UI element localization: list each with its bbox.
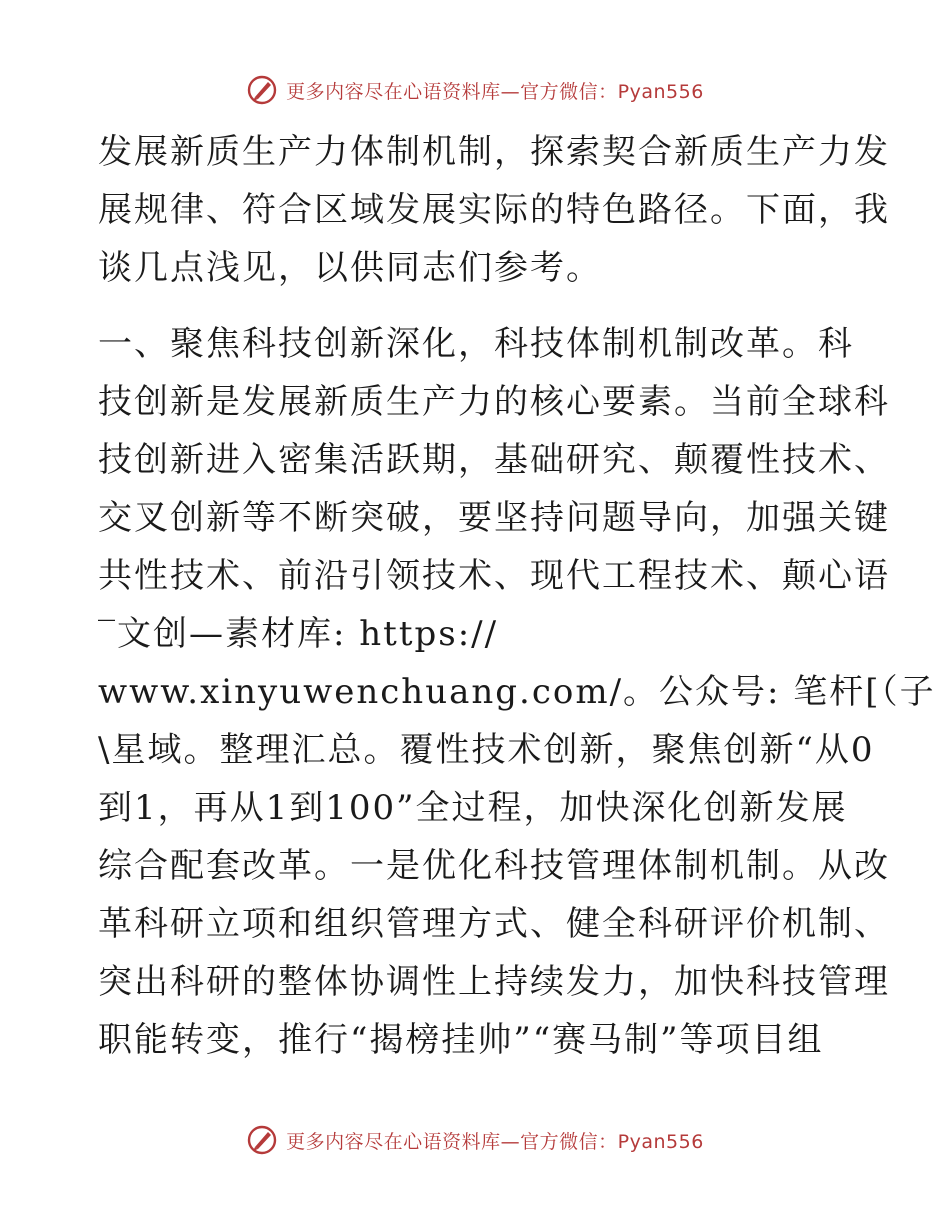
text-line: 技创新进入密集活跃期，基础研究、颠覆性技术、 xyxy=(98,440,890,480)
footer-watermark-text: 更多内容尽在心语资料库—官方微信：Pyan556 xyxy=(286,1130,704,1153)
document-body xyxy=(98,123,936,1069)
paragraph-intro xyxy=(98,123,890,297)
text-line: 发展新质生产力体制机制，探索契合新质生产力发 xyxy=(98,132,890,172)
text-line: www.xinyuwenchuang.com/。公众号: 笔杆[（子 xyxy=(98,672,936,712)
quill-pen-logo-icon xyxy=(246,74,278,106)
text-line: 革科研立项和组织管理方式、健全科研评价机制、 xyxy=(98,904,890,944)
text-line: ‾文创—素材库: https:// xyxy=(98,614,499,654)
text-line: 共性技术、前沿引领技术、现代工程技术、颠心语 xyxy=(98,556,890,596)
paragraph-section-one xyxy=(98,315,936,1069)
text-line: 到1，再从1到100”全过程，加快深化创新发展 xyxy=(98,788,848,828)
text-line: 展规律、符合区域发展实际的特色路径。下面，我 xyxy=(98,190,890,230)
header-watermark-text: 更多内容尽在心语资料库—官方微信：Pyan556 xyxy=(286,80,704,103)
text-line: 交叉创新等不断突破，要坚持问题导向，加强关键 xyxy=(98,498,890,538)
quill-pen-logo-icon xyxy=(246,1124,278,1156)
text-line: 谈几点浅见，以供同志们参考。 xyxy=(98,248,602,288)
text-line: 综合配套改革。一是优化科技管理体制机制。从改 xyxy=(98,846,890,886)
text-line: \星域。整理汇总。覆性技术创新，聚焦创新“从0 xyxy=(98,730,875,770)
text-line: 技创新是发展新质生产力的核心要素。当前全球科 xyxy=(98,382,890,422)
text-line: 职能转变，推行“揭榜挂帅”“赛马制”等项目组 xyxy=(98,1020,824,1060)
text-line: 突出科研的整体协调性上持续发力，加快科技管理 xyxy=(98,962,890,1002)
text-line: 一、聚焦科技创新深化，科技体制机制改革。科 xyxy=(98,324,854,364)
header-watermark-banner xyxy=(0,70,950,110)
footer-watermark-banner xyxy=(0,1120,950,1160)
